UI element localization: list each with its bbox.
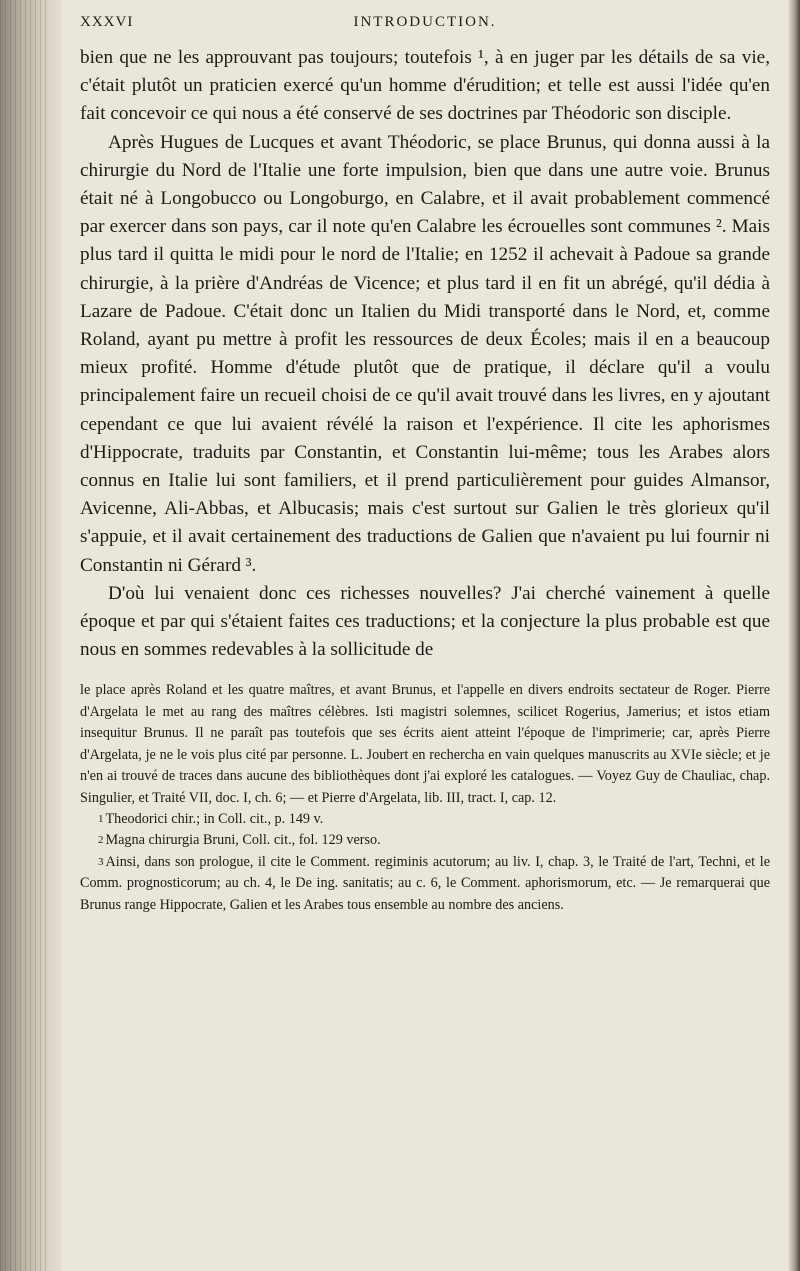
footnote-text: Magna chirurgia Bruni, Coll. cit., fol. 129 verso. bbox=[105, 832, 381, 849]
page-header bbox=[80, 14, 770, 38]
page-number: XXXVI bbox=[80, 14, 134, 30]
footnote-1 bbox=[80, 809, 770, 830]
footnote-mark: 1 bbox=[98, 812, 104, 825]
footnote-text: Theodorici chir.; in Coll. cit., p. 149 v. bbox=[105, 810, 324, 827]
footnotes bbox=[80, 680, 770, 915]
footnote-mark: 3 bbox=[98, 855, 104, 868]
footnote-continuation: le place après Roland et les quatre maîtres, et avant Brunus, et l'appelle en divers endroits sectateur de Roger. Pierre d'Argelata le met au rang des maîtres célèbres. Isti magistri solemnes, scilicet Rogerius, Jamerius; et istos etiam insequitur Brunus. Il ne paraît pas toutefois que ses écrits aient atteint l'époque de l'imprimerie; car, après Pierre d'Argelata, je ne le vois plus cité par personne. L. Joubert en rechercha en vain quelques manuscrits au XVIe siècle; et je n'en ai trouvé de traces dans aucune des bibliothèques dont j'ai exploré les catalogues. — Voyez Guy de Chauliac, chap. Singulier, et Traité VII, doc. I, ch. 6; — et Pierre d'Argelata, lib. III, tract. I, cap. 12. bbox=[80, 682, 770, 806]
footnote-2 bbox=[80, 830, 770, 851]
footnote-3 bbox=[80, 852, 770, 916]
page-edge-shadow bbox=[788, 0, 800, 1271]
running-title: INTRODUCTION. bbox=[353, 14, 497, 30]
footnote-text: Ainsi, dans son prologue, il cite le Comment. regiminis acutorum; au liv. I, chap. 3, le Traité de l'art, Techni, et le Comm. prognosticorum; au ch. 4, le De ing. sanitatis; au c. 6, le Comment. aphorismorum, etc. — Je remarquerai que Brunus range Hippocrate, Galien et les Arabes tous ensemble au nombre des anciens. bbox=[80, 853, 770, 913]
body-text bbox=[80, 44, 770, 664]
paragraph-1: bien que ne les approuvant pas toujours; toutefois ¹, à en juger par les détails de sa vie, c'était plutôt un praticien exercé qu'un homme d'érudition; et telle est aussi l'idée qu'en fait concevoir ce qui nous a été conservé de ses doctrines par Théodoric son disciple. bbox=[80, 47, 770, 125]
book-page bbox=[80, 14, 770, 916]
paragraph-2: Après Hugues de Lucques et avant Théodoric, se place Brunus, qui donna aussi à la chirurgie du Nord de l'Italie une forte impulsion, bien que dans une autre voie. Brunus était né à Longobucco ou Longoburgo, en Calabre, et il avait probablement commencé par exercer dans son pays, car il note qu'en Calabre les écrouelles sont communes ². Mais plus tard il quitta le midi pour le nord de l'Italie; en 1252 il achevait à Padoue sa grande chirurgie, à la prière d'Andréas de Vicence; et plus tard il en fit un abrégé, qu'il dédia à Lazare de Padoue. C'était donc un Italien du Midi transporté dans le Nord, et, comme Roland, ayant pu mettre à profit les ressources de deux Écoles; mais il en a beaucoup mieux profité. Homme d'étude plutôt que de pratique, il déclare qu'il a voulu principalement faire un recueil choisi de ce qu'il avait trouvé dans les livres, en y ajoutant cependant ce que lui avaient révélé la raison et l'expérience. Il cite les aphorismes d'Hippocrate, traduits par Constantin, et Constantin lui-même; tous les Arabes alors connus en Italie lui sont familiers, et il prend particulièrement pour guides Almansor, Avicenne, Ali-Abbas, et Albucasis; mais c'est surtout sur Galien le très glorieux qu'il s'appuie, et il avait certainement des traductions de Galien que n'avaient pu lui fournir ni Constantin ni Gérard ³. bbox=[80, 131, 770, 576]
footnote-mark: 2 bbox=[98, 834, 104, 847]
binding-texture bbox=[0, 0, 48, 1271]
paragraph-3: D'où lui venaient donc ces richesses nouvelles? J'ai cherché vainement à quelle époque et par qui s'étaient faites ces traductions; et la conjecture la plus probable est que nous en sommes redevables à la sollicitude de bbox=[80, 582, 770, 661]
